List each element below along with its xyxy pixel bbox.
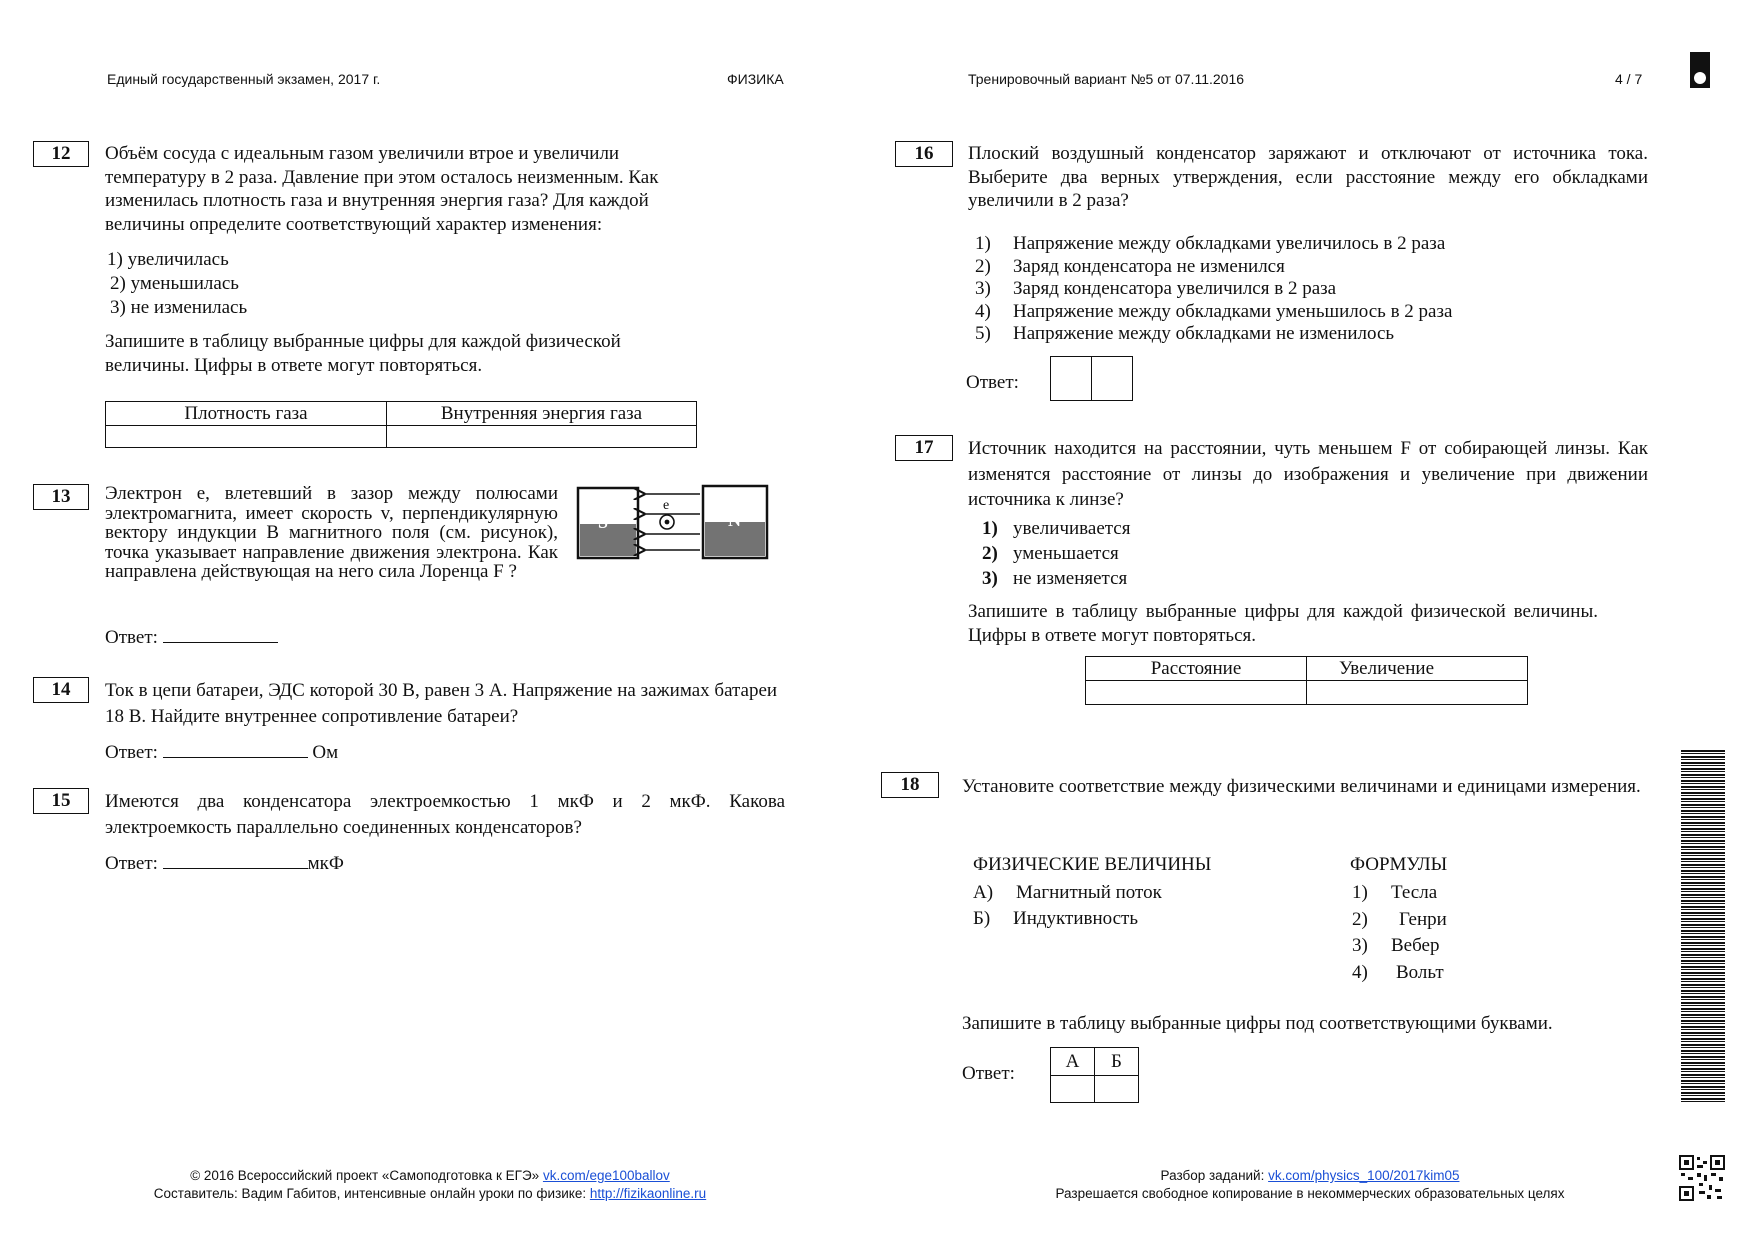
question-12-option-2: 2) уменьшилась [110,273,239,294]
answer-box-1[interactable] [1051,357,1092,401]
question-16-text: Плоский воздушный конденсатор заряжают и отключают от источника тока. Выберите два верных утверждения, если расстояние между его обкладками увеличили в 2 раза? [968,143,1648,211]
qr-code-icon [1679,1155,1725,1201]
unit-item-3: 3) Вебер [1352,935,1440,956]
corner-marker-icon [1690,52,1718,88]
question-15-answer-label: Ответ: [105,853,158,874]
answer-cell-internal-energy[interactable] [387,426,697,448]
quantities-list [973,880,1162,932]
footer-left-line-1: © 2016 Всероссийский проект «Самоподготовка к ЕГЭ» vk.com/ege100ballov [190,1168,670,1183]
unit-item-2: 2) Генри [1352,908,1447,930]
fizikaonline-link[interactable]: http://fizikaonline.ru [589,1186,707,1201]
question-12-answer-table [105,401,697,448]
question-13-answer-row [105,624,278,650]
question-16-options [975,232,1452,346]
question-13-number: 13 [33,484,89,510]
answer-box-2[interactable] [1092,357,1133,401]
unit-item-1: 1) Тесла [1352,882,1438,903]
question-17-option-2: 2) уменьшается [982,543,1119,564]
footer-right-line-1: Разбор заданий: vk.com/physics_100/2017kim05 [1160,1168,1460,1183]
question-17-options [982,516,1130,591]
pole-n-label: N [728,510,741,530]
pole-s-label: S [598,512,609,532]
question-18-number: 18 [881,772,939,798]
question-12-instruction: Запишите в таблицу выбранные цифры для каждой физической величины. Цифры в ответе могут повторяться. [105,331,621,376]
header-variant: Тренировочный вариант №5 от 07.11.2016 [968,71,1245,87]
question-18-instruction: Запишите в таблицу выбранные цифры под соответствующими буквами. [962,1013,1553,1034]
question-17-option-1: 1) увеличивается [982,518,1131,539]
question-14-number: 14 [33,677,89,703]
electron-label: е [663,498,670,513]
question-15-text: Имеются два конденсатора электроемкостью 1 мкФ и 2 мкФ. Какова электроемкость параллельно соединенных конденсаторов? [105,791,785,838]
column-header-units: ФОРМУЛЫ [1350,854,1448,875]
table-header-b: Б [1095,1048,1139,1076]
question-16-option-5: 5) Напряжение между обкладками не изменилось [975,323,1395,344]
answer-cell-magnification[interactable] [1307,681,1528,705]
question-18-text: Установите соответствие между физическими величинами и единицами измерения. [962,776,1641,797]
footer-right [1010,1167,1610,1203]
question-16-number: 16 [895,141,953,167]
question-12-option-1: 1) увеличилась [107,249,229,270]
table-header-magnification: Увеличение [1307,657,1528,681]
vk-ege-link[interactable]: vk.com/ege100ballov [542,1168,670,1183]
question-18-answer-table [1050,1047,1139,1103]
quantity-item-a: А) Магнитный поток [973,882,1162,903]
question-16-answer-label: Ответ: [966,372,1019,393]
question-12-number: 12 [33,141,89,167]
barcode-icon [1681,750,1725,1102]
question-15-answer-row [105,850,344,876]
question-16-option-1: 1) Напряжение между обкладками увеличилось в 2 раза [975,233,1446,254]
answer-cell-distance[interactable] [1086,681,1307,705]
header-subject: ФИЗИКА [727,71,784,87]
answer-cell-a[interactable] [1051,1076,1095,1103]
question-14-answer-label: Ответ: [105,742,158,763]
question-15-unit: мкФ [307,853,344,874]
question-14-text: Ток в цепи батареи, ЭДС которой 30 В, равен 3 А. Напряжение на зажимах батареи 18 В. Найдите внутреннее сопротивление батареи? [105,680,778,727]
question-17-option-3: 3) не изменяется [982,568,1128,589]
question-17-number: 17 [895,435,953,461]
question-12-text: Объём сосуда с идеальным газом увеличили втрое и увеличили температуру в 2 раза. Давление при этом осталось неизменным. Как изменилась плотность газа и внутренняя энергия газа? Для каждой величины определите соответствующий характер изменения: [105,143,659,235]
question-12-option-3: 3) не изменилась [110,297,248,318]
question-16-answer-boxes [1050,356,1133,401]
question-16-option-4: 4) Напряжение между обкладками уменьшилось в 2 раза [975,300,1453,322]
question-14-unit: Ом [312,742,339,763]
question-17-text: Источник находится на расстоянии, чуть меньшем F от собирающей линзы. Как изменятся расстояние от линзы до изображения и увеличение при движении источника к линзе? [968,438,1648,510]
footer-right-line-2: Разрешается свободное копирование в некоммерческих образовательных целях [1055,1186,1565,1201]
header-exam-title: Единый государственный экзамен, 2017 г. [107,71,381,87]
table-header-internal-energy: Внутренняя энергия газа [387,402,697,426]
quantity-item-b: Б) Индуктивность [973,908,1139,929]
footer-left [110,1167,750,1203]
question-17-answer-table [1085,656,1528,705]
question-17-instruction: Запишите в таблицу выбранные цифры для каждой физической величины. Цифры в ответе могут повторяться. [968,601,1598,646]
question-13-answer-field[interactable] [163,624,278,643]
magnet-figure [576,480,772,562]
units-list [1352,880,1447,986]
question-18-answer-label: Ответ: [962,1063,1015,1084]
question-16-option-3: 3) Заряд конденсатора увеличился в 2 раза [975,278,1337,299]
footer-left-line-2: Составитель: Вадим Габитов, интенсивные онлайн уроки по физике: http://fizikaonline.ru [153,1186,707,1201]
answer-cell-density[interactable] [106,426,387,448]
question-16-option-2: 2) Заряд конденсатора не изменился [975,255,1285,277]
table-header-distance: Расстояние [1086,657,1307,681]
vk-physics-link[interactable]: vk.com/physics_100/2017kim05 [1268,1168,1460,1183]
table-header-a: А [1051,1048,1095,1076]
unit-item-4: 4) Вольт [1352,961,1444,983]
question-13-text: Электрон е, влетевший в зазор между полюсами электромагнита, имеет скорость v, перпендикулярную вектору индукции В магнитного поля (см. рисунок), точка указывает направление движения электрона. Как направлена действующая на него сила Лоренца F ? [105,483,558,582]
question-15-number: 15 [33,788,89,814]
header-page-number: 4 / 7 [1615,71,1643,87]
question-15-answer-field[interactable] [163,850,308,869]
question-14-answer-field[interactable] [163,739,308,758]
question-13-answer-label: Ответ: [105,627,158,648]
question-14-answer-row [105,739,338,765]
answer-cell-b[interactable] [1095,1076,1139,1103]
table-header-density: Плотность газа [106,402,387,426]
column-header-quantities: ФИЗИЧЕСКИЕ ВЕЛИЧИНЫ [973,854,1212,875]
